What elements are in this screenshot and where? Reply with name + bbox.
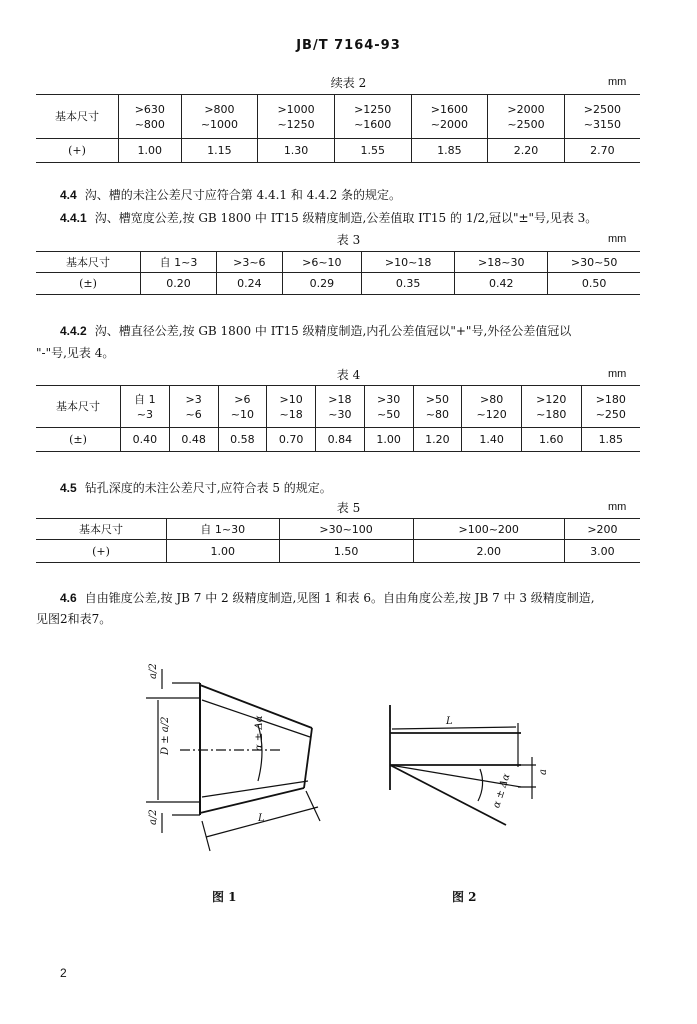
table4-size-from: >50 xyxy=(425,392,449,406)
table2-value-row xyxy=(36,139,640,163)
figure1-label-a-bottom: a/2 xyxy=(148,809,159,825)
figure2-caption: 图 2 xyxy=(452,890,477,904)
table2-size-row xyxy=(36,95,640,139)
section-number: 4.6 xyxy=(60,591,77,605)
table4-size-cell xyxy=(462,386,522,428)
table2-size-cell xyxy=(181,95,258,139)
table5-size-cell: >30~100 xyxy=(279,519,413,540)
figure2-dim-l xyxy=(392,727,516,729)
figure2-diagram xyxy=(376,705,556,835)
table4-size-from: >80 xyxy=(479,392,504,406)
table4-value-cell: 0.84 xyxy=(316,428,365,452)
table5-caption: 表 5 xyxy=(336,501,361,515)
table4-size-to: ~10 xyxy=(230,407,254,421)
figure1-cone-bottom xyxy=(200,788,304,813)
table4-caption: 表 4 xyxy=(336,368,361,382)
table4-size-cell xyxy=(218,386,267,428)
table2-unit: mm xyxy=(608,76,627,88)
section-text: 沟、槽直径公差,按 GB 1800 中 IT15 级精度制造,内孔公差值冠以"+"号,外径公差值冠以 xyxy=(94,324,572,338)
table4-value-cell: 0.58 xyxy=(218,428,267,452)
table5-size-cell: >200 xyxy=(564,519,640,540)
table4-size-from: >30 xyxy=(377,392,401,406)
table4-size-to: ~50 xyxy=(377,407,401,421)
table2-size-to: ~800 xyxy=(134,117,165,131)
table2-size-to: ~2000 xyxy=(430,117,468,131)
table5-row-label: 基本尺寸 xyxy=(36,519,167,540)
table2-row-label: 基本尺寸 xyxy=(36,95,119,139)
table4-size-to: ~18 xyxy=(279,407,303,421)
table2-size-cell xyxy=(119,95,182,139)
table2-caption: 续表 2 xyxy=(330,76,367,90)
table2-size-cell xyxy=(411,95,488,139)
table2-size-cell xyxy=(334,95,411,139)
table4-size-to: ~120 xyxy=(476,407,507,421)
table2-size-from: >630 xyxy=(134,102,165,116)
table5-size-row xyxy=(36,519,640,540)
table4-size-from: >180 xyxy=(595,392,626,406)
table4-size-to: ~3 xyxy=(136,407,153,421)
table2-size-from: >2000 xyxy=(507,102,545,116)
figure1-small-end xyxy=(304,728,312,788)
table3-value-cell: 0.20 xyxy=(141,273,217,295)
table4-value-cell: 1.40 xyxy=(462,428,522,452)
table3-value-cell: 0.50 xyxy=(548,273,640,295)
section-4-6-cont: 见图2和表7。 xyxy=(36,612,112,626)
figure1-label-l: L xyxy=(258,813,265,824)
table2-size-to: ~2500 xyxy=(507,117,545,131)
table3-size-cell: >3~6 xyxy=(217,252,283,273)
table2-size-to: ~1600 xyxy=(354,117,392,131)
table4-size-from: 自 1 xyxy=(134,392,156,406)
table5-value-row xyxy=(36,540,640,563)
table3-value-cell: 0.24 xyxy=(217,273,283,295)
table3-size-cell: 自 1~3 xyxy=(141,252,217,273)
table4-size-to: ~80 xyxy=(425,407,449,421)
table4-size-cell xyxy=(267,386,316,428)
table2 xyxy=(36,94,640,163)
section-text: 钻孔深度的未注公差尺寸,应符合表 5 的规定。 xyxy=(84,481,332,495)
table5-value-cell: 2.00 xyxy=(413,540,564,563)
table3-unit: mm xyxy=(608,233,627,245)
table2-value-cell: 1.15 xyxy=(181,139,258,163)
table3-value-cell: 0.42 xyxy=(455,273,548,295)
table4 xyxy=(36,385,640,452)
table3-size-row xyxy=(36,252,640,273)
table2-value-label: (+) xyxy=(36,139,119,163)
table4-size-cell xyxy=(364,386,413,428)
table3-row-label: 基本尺寸 xyxy=(36,252,141,273)
table2-value-cell: 2.20 xyxy=(488,139,565,163)
section-number: 4.4.1 xyxy=(60,211,87,225)
table4-size-cell xyxy=(316,386,365,428)
table4-size-cell xyxy=(121,386,170,428)
table2-size-from: >800 xyxy=(204,102,235,116)
table5-value-cell: 1.50 xyxy=(279,540,413,563)
figure1-label-alpha: α ± Δα xyxy=(254,715,265,751)
table3-size-cell: >30~50 xyxy=(548,252,640,273)
table4-size-to: ~6 xyxy=(185,407,202,421)
section-number: 4.4 xyxy=(60,188,77,202)
table3-size-cell: >18~30 xyxy=(455,252,548,273)
table2-size-from: >1600 xyxy=(430,102,468,116)
table2-size-cell xyxy=(258,95,335,139)
section-4-4-2-cont: "-"号,见表 4。 xyxy=(36,346,115,360)
section-text: 沟、槽宽度公差,按 GB 1800 中 IT15 级精度制造,公差值取 IT15 的 1/2,冠以"±"号,见表 3。 xyxy=(94,211,598,225)
table5-size-cell: 自 1~30 xyxy=(167,519,280,540)
figure2-angle-arc xyxy=(478,769,483,801)
table2-size-to: ~3150 xyxy=(583,117,622,131)
table4-value-cell: 0.48 xyxy=(169,428,218,452)
table3-value-cell: 0.29 xyxy=(282,273,361,295)
figure1-ext-line xyxy=(306,791,320,821)
table3-size-cell: >6~10 xyxy=(282,252,361,273)
table3-value-row xyxy=(36,273,640,295)
table2-size-to: ~1000 xyxy=(200,117,239,131)
table2-size-to: ~1250 xyxy=(277,117,315,131)
section-4-4-2 xyxy=(60,323,668,339)
table4-value-cell: 0.70 xyxy=(267,428,316,452)
table2-value-cell: 2.70 xyxy=(564,139,640,163)
figure1-label-a-top: a/2 xyxy=(148,663,159,679)
section-4-5 xyxy=(60,480,668,496)
section-text: 自由锥度公差,按 JB 7 中 2 级精度制造,见图 1 和表 6。自由角度公差,按 JB 7 中 3 级精度制造, xyxy=(84,591,595,605)
table4-value-cell: 1.00 xyxy=(364,428,413,452)
table2-size-cell xyxy=(488,95,565,139)
table3 xyxy=(36,251,640,295)
table5-value-cell: 3.00 xyxy=(564,540,640,563)
table4-unit: mm xyxy=(608,368,627,380)
table3-size-cell: >10~18 xyxy=(362,252,455,273)
table4-size-cell xyxy=(581,386,640,428)
section-4-4-1 xyxy=(60,210,668,226)
table5-value-label: (+) xyxy=(36,540,167,563)
table4-size-to: ~250 xyxy=(595,407,626,421)
table4-size-to: ~30 xyxy=(328,407,352,421)
table2-value-cell: 1.85 xyxy=(411,139,488,163)
table5-size-cell: >100~200 xyxy=(413,519,564,540)
section-4-4 xyxy=(60,187,668,203)
table4-value-cell: 1.20 xyxy=(413,428,462,452)
table4-size-row xyxy=(36,386,640,428)
table4-value-cell: 1.60 xyxy=(521,428,581,452)
table4-value-label: (±) xyxy=(36,428,121,452)
table2-size-from: >2500 xyxy=(583,102,622,116)
table4-size-from: >10 xyxy=(279,392,303,406)
figure1-caption: 图 1 xyxy=(212,890,237,904)
table2-size-from: >1250 xyxy=(354,102,392,116)
section-text: 沟、槽的未注公差尺寸应符合第 4.4.1 和 4.4.2 条的规定。 xyxy=(84,188,402,202)
section-number: 4.5 xyxy=(60,481,77,495)
figure2-inclined-edge xyxy=(390,765,506,825)
table4-size-cell xyxy=(413,386,462,428)
section-4-6 xyxy=(60,590,668,606)
table3-value-cell: 0.35 xyxy=(362,273,455,295)
table2-value-cell: 1.00 xyxy=(119,139,182,163)
table2-value-cell: 1.30 xyxy=(258,139,335,163)
page-number: 2 xyxy=(60,966,67,980)
figure2-label-alpha: α ± Δα xyxy=(491,772,513,810)
table5-unit: mm xyxy=(608,501,627,513)
table4-size-from: >6 xyxy=(234,392,251,406)
table4-size-from: >3 xyxy=(185,392,202,406)
document-header: JB/T 7164-93 xyxy=(296,38,401,53)
table2-size-from: >1000 xyxy=(277,102,315,116)
table2-value-cell: 1.55 xyxy=(334,139,411,163)
table4-size-from: >120 xyxy=(536,392,567,406)
table5-value-cell: 1.00 xyxy=(167,540,280,563)
table5 xyxy=(36,518,640,563)
table4-size-cell xyxy=(169,386,218,428)
figure1-diagram xyxy=(140,655,350,855)
figure2-label-l: L xyxy=(446,716,453,727)
table4-size-to: ~180 xyxy=(536,407,567,421)
table4-row-label: 基本尺寸 xyxy=(36,386,121,428)
table4-value-cell: 0.40 xyxy=(121,428,170,452)
table4-value-cell: 1.85 xyxy=(581,428,640,452)
table4-value-row xyxy=(36,428,640,452)
section-number: 4.4.2 xyxy=(60,324,87,338)
figure1-tolerance-bottom xyxy=(202,781,308,797)
table4-size-from: >18 xyxy=(328,392,352,406)
figure2-label-a: a xyxy=(538,769,549,775)
table3-value-label: (±) xyxy=(36,273,141,295)
table3-caption: 表 3 xyxy=(336,233,361,247)
figure1-label-d: D ± a/2 xyxy=(160,716,171,755)
table4-size-cell xyxy=(521,386,581,428)
table2-size-cell xyxy=(564,95,640,139)
